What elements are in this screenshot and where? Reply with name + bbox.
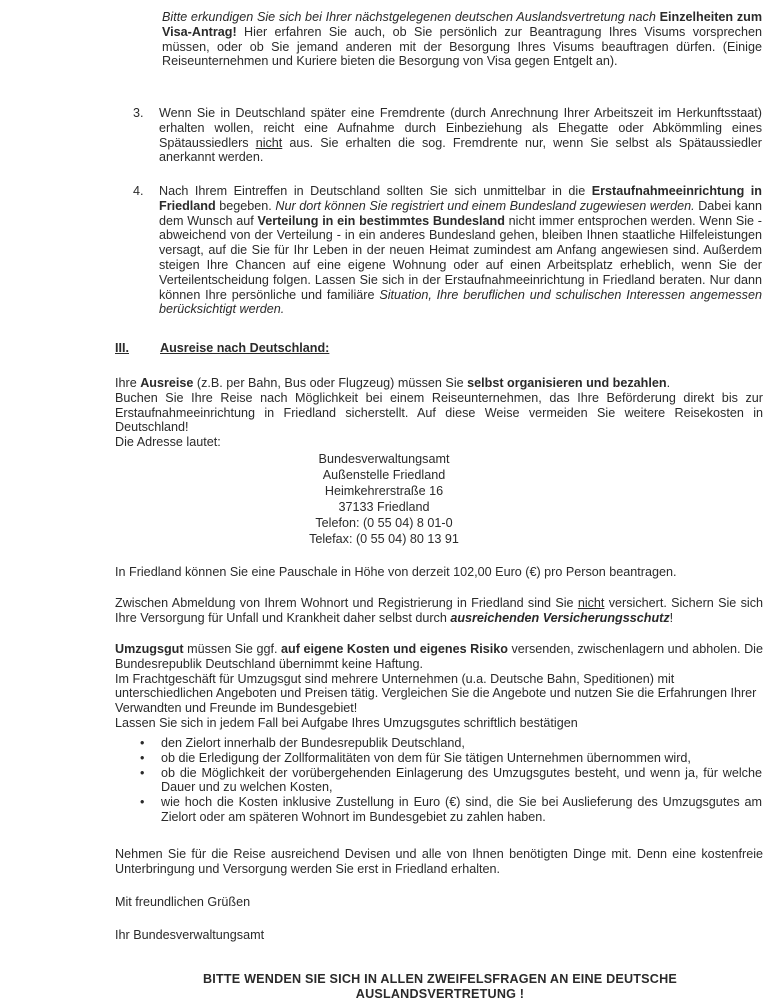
travel-bold-ausreise: Ausreise <box>140 376 194 390</box>
insurance-nicht: nicht <box>577 596 605 610</box>
bullet-icon: • <box>140 795 145 810</box>
item4-ital-registration: Nur dort können Sie registriert und einem Bundesland zugewiesen werden. <box>275 198 695 213</box>
travel-bold-organize: selbst organisieren und bezahlen <box>467 376 667 390</box>
item4-bold-distribution: Verteilung in ein bestimmtes Bundesland <box>257 213 505 228</box>
moving-bold-risk: auf eigene Kosten und eigenes Risiko <box>281 642 508 656</box>
travel-paragraph <box>115 376 763 450</box>
item4-text-a: Nach Ihrem Eintreffen in Deutschland sollten Sie sich unmittelbar in die <box>159 184 592 198</box>
footer-line-2: AUSLANDSVERTRETUNG ! <box>355 986 525 1001</box>
pauschale-paragraph <box>115 565 763 580</box>
insurance-bold: ausreichenden Versicherungsschutz <box>450 610 670 625</box>
signature: Ihr Bundesverwaltungsamt <box>115 928 265 942</box>
list-item <box>140 766 762 796</box>
bullet-text: ob die Erledigung der Zollformalitäten von dem für Sie tätigen Unternehmen übernommen wird, <box>161 750 691 765</box>
address-line-6: Telefax: (0 55 04) 80 13 91 <box>309 532 459 546</box>
bullet-text: den Zielort innerhalb der Bundesrepublik Deutschland, <box>161 736 465 750</box>
item4-text-c: Dabei kann dem Wunsch auf <box>159 198 762 228</box>
confirmation-list <box>140 736 762 825</box>
insurance-text-c: ! <box>669 610 674 625</box>
address-line-4: 37133 Friedland <box>338 500 430 514</box>
footer-line-1: BITTE WENDEN SIE SICH IN ALLEN ZWEIFELSFRAGEN AN EINE DEUTSCHE <box>203 972 677 986</box>
pauschale-text: In Friedland können Sie eine Pauschale in Höhe von derzeit 102,00 Euro (€) pro Person beantragen. <box>115 565 677 579</box>
travel-text-c: . <box>666 376 671 390</box>
item3-text-b: aus. Sie erhalten die sog. Fremdrente nur, wenn Sie selbst als Spätaussiedler anerkannt werden. <box>159 135 763 165</box>
item4-text-b: begeben. <box>215 198 276 213</box>
section-title: Ausreise nach Deutschland: <box>160 341 330 355</box>
travel-text-a: Ihre <box>115 376 141 390</box>
address-line-2: Außenstelle Friedland <box>322 468 446 482</box>
list-item <box>140 736 762 751</box>
devisen-paragraph <box>115 847 763 877</box>
intro-rest: Hier erfahren Sie auch, ob Sie persönlich zur Beantragung Ihres Visums vorsprechen müssen, oder ob Sie jemand anderen mit der Besorgung Ihres Visums beauftragen dürfen. (Einige Reiseunternehmen und Kuriere bieten die Besorgung von Visa gegen Entgelt an). <box>162 24 762 69</box>
travel-text-b: (z.B. per Bahn, Bus oder Flugzeug) müssen Sie <box>193 376 468 390</box>
insurance-text-a: Zwischen Abmeldung von Ihrem Wohnort und Registrierung in Friedland sind Sie <box>115 596 578 610</box>
address-line-5: Telefon: (0 55 04) 8 01-0 <box>315 516 453 530</box>
intro-paragraph <box>162 10 762 69</box>
bullet-text: wie hoch die Kosten inklusive Zustellung in Euro (€) sind, die Sie bei Auslieferung des Umzugsgutes am Zielort oder am späteren Wohnort im Bundesgebiet zu zahlen haben. <box>161 795 762 824</box>
footer-notice <box>150 972 730 1002</box>
list-item-3-number: 3. <box>133 106 144 120</box>
insurance-text-b: versichert. Sichern Sie sich Ihre Versorgung für Unfall und Krankheit daher selbst durch <box>115 596 763 625</box>
list-item-3 <box>133 106 762 165</box>
devisen-text: Nehmen Sie für die Reise ausreichend Devisen und alle von Ihnen benötigten Dinge mit. Denn eine kostenfreie Unterbringung und Versorgung werden Sie erst in Friedland erhalten. <box>115 847 763 876</box>
item4-text-d: nicht immer entsprochen werden. Wenn Sie - abweichend von der Verteilung - in ein anderes Bundesland gehen, bleiben Ihnen staatliche Hilfeleistungen versagt, auf die Sie für Ihr Leben in der neuen Heimat zumindest am Anfang angewiesen sind. Außerdem steigen Ihre Chancen auf eine eigene Wohnung oder auf einen Arbeitsplatz erheblich, wenn Sie der Verteilentscheidung folgen. Lassen Sie sich in der Erstaufnahmeeinrichtung in Friedland beraten. Nur dann können Ihre persönliche und familiäre <box>159 213 762 302</box>
address-line-3: Heimkehrerstraße 16 <box>324 484 444 498</box>
item4-ital-situation: Situation, Ihre beruflichen und schulischen Interessen angemessen berücksichtigt werden. <box>159 287 762 317</box>
intro-visa-emphasis: Einzelheiten zum Visa-Antrag! <box>162 10 763 39</box>
moving-text-c: Im Frachtgeschäft für Umzugsgut sind mehrere Unternehmen (u.a. Deutsche Bahn, Speditionen) mit unterschiedlichen Angeboten und Preisen tätig. Vergleichen Sie die Angebote und nutzen Sie die Erfahrungen Ihrer Verwandten und Freunde im Bundesgebiet! <box>115 671 757 716</box>
greeting: Mit freundlichen Grüßen <box>115 895 251 909</box>
intro-line1: Bitte erkundigen Sie sich bei Ihrer nächstgelegenen deutschen Auslandsvertretung nach <box>162 10 656 24</box>
moving-bold-umzugsgut: Umzugsgut <box>115 642 184 656</box>
item4-bold-friedland: Erstaufnahmeeinrichtung in Friedland <box>159 184 762 213</box>
item3-text-a: Wenn Sie in Deutschland später eine Fremdrente (durch Anrechnung Ihrer Arbeitszeit im Herkunftsstaat) erhalten wollen, reicht eine Aufnahme durch Einbeziehung als Ehegatte oder Abkömmling eines Spätaussiedlers <box>159 106 762 150</box>
section-heading <box>115 341 515 356</box>
insurance-paragraph <box>115 596 763 626</box>
moving-text-a: müssen Sie ggf. <box>183 642 282 656</box>
bullet-text: ob die Möglichkeit der vorübergehenden Einlagerung des Umzugsgutes besteht, und wenn ja, für welche Dauer und zu welchen Kosten, <box>161 765 762 795</box>
moving-text-d: Lassen Sie sich in jedem Fall bei Aufgabe Ihres Umzugsgutes schriftlich bestätigen <box>115 715 578 730</box>
bullet-icon: • <box>140 765 145 780</box>
item3-nicht: nicht <box>255 135 283 150</box>
travel-booking-text: Buchen Sie Ihre Reise nach Möglichkeit bei einem Reiseunternehmen, das Ihre Beförderung direkt bis zur Erstaufnahmeeinrichtung in Friedland sicherstellt. Auf diese Weise vermeiden Sie weitere Reisekosten in Deutschland! <box>115 390 763 435</box>
list-item <box>140 795 762 825</box>
travel-address-intro: Die Adresse lautet: <box>115 435 221 450</box>
list-item-4 <box>133 184 762 317</box>
bullet-icon: • <box>140 750 145 765</box>
moving-text-b: versenden, zwischenlagern und abholen. Die Bundesrepublik Deutschland übernimmt keine Haftung. <box>115 642 763 671</box>
address-line-1: Bundesverwaltungsamt <box>318 452 450 466</box>
bullet-icon: • <box>140 736 145 750</box>
list-item <box>140 751 762 766</box>
list-item-4-number: 4. <box>133 184 144 198</box>
moving-paragraph <box>115 642 763 731</box>
section-number: III. <box>115 341 129 355</box>
